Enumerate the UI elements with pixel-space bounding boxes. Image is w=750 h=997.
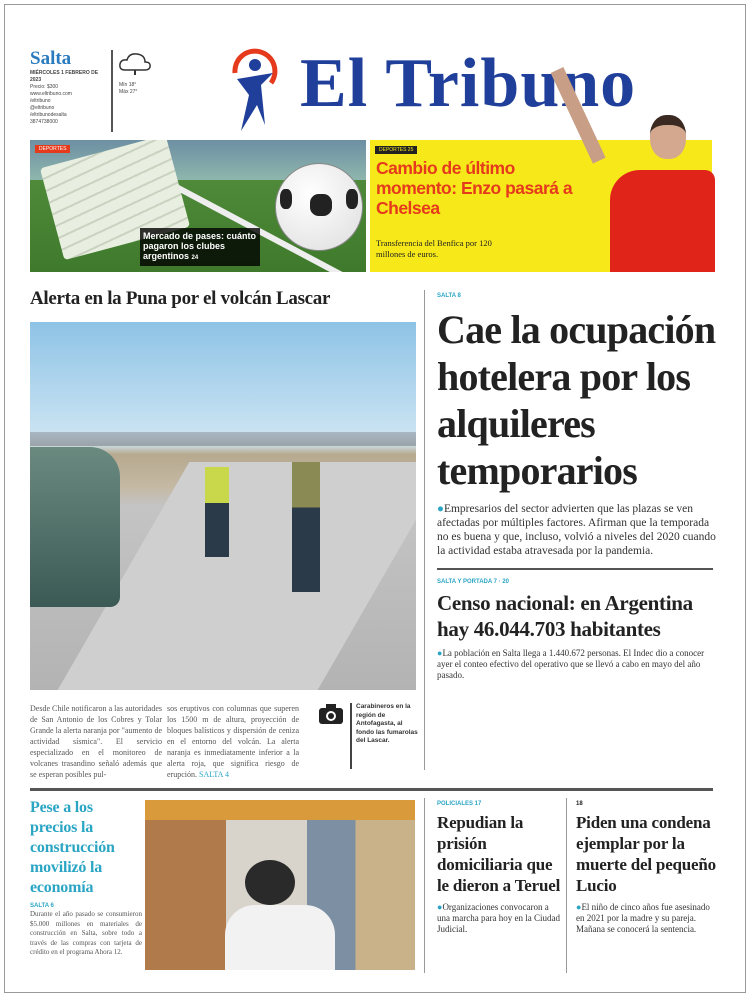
censo-lead: ●La población en Salta llega a 1.440.672 personas. El Indec dio a conocer ayer el conteo efectivo del operativo que se llevó a cabo en mayo del año pasado. xyxy=(437,648,705,680)
social-whatsapp[interactable]: 3874738000 xyxy=(30,119,58,125)
mountains xyxy=(30,432,416,446)
logo-text: El Tribuno xyxy=(300,45,637,122)
worker-head xyxy=(245,860,295,905)
construction-body: Durante el año pasado se consumieron $5.000 millones en materiales de construcción en Salta, sobre todo a través de las compras con tarjeta de crédito en el programa Ahora 12. xyxy=(30,910,142,956)
section-tag: DEPORTES xyxy=(35,145,70,153)
teruel-kicker: POLICIALES 17 xyxy=(437,801,482,807)
puna-body-col2 xyxy=(167,703,299,780)
teruel-column xyxy=(437,800,562,935)
lucio-column xyxy=(576,800,716,935)
worker-shirt xyxy=(225,905,335,970)
teruel-lead: ●Organizaciones convocaron a una marcha para hoy en la Ciudad Judicial. xyxy=(437,902,560,934)
lead-text: El niño de cinco años fue asesinado en 2021 por la madre y su pareja. Mañana se conocerá la sentencia. xyxy=(576,902,710,934)
checkpoint-photo xyxy=(30,322,416,690)
lead-text: La población en Salta llega a 1.440.672 personas. El Indec dio a conocer ayer el conteo efectivo del operativo que se llevó a cabo en mayo del año pasado. xyxy=(437,648,705,680)
player-photo xyxy=(600,70,715,272)
photo-caption: Carabineros en la región de Antofagasta, al fondo las fumarolas del Lascar. xyxy=(356,703,418,744)
body-text: sos eruptivos con columnas que superen los 1500 m de altura, proyección de bloques balísticos y dispersión de ceniza en el entorno del volcán. La alerta naranja es inmediatamente inferior a la alerta roja, que significa riesgo de erupción. xyxy=(167,704,299,779)
puna-headline[interactable]: Alerta en la Puna por el volcán Lascar xyxy=(30,288,331,309)
censo-headline[interactable]: Censo nacional: en Argentina hay 46.044.703 habitantes xyxy=(437,591,693,641)
social-twitter[interactable]: @eltribuno xyxy=(30,105,55,111)
city-name: Salta xyxy=(30,48,72,69)
lucio-kicker: 18 xyxy=(576,801,583,807)
soccer-ball-image xyxy=(275,163,363,251)
headline-text: Mercado de pases: cuánto pagaron los clubes argentinos xyxy=(143,231,257,261)
banner-transfers[interactable] xyxy=(30,140,366,272)
section-rule xyxy=(30,788,713,791)
social-facebook[interactable]: /eltribuno xyxy=(30,98,51,104)
officer-2 xyxy=(292,462,320,592)
divider xyxy=(111,50,113,132)
price: Precio: $300 xyxy=(30,84,59,90)
lead-text: Organizaciones convocaron a una marcha para hoy en la Ciudad Judicial. xyxy=(437,902,560,934)
logo-emblem xyxy=(225,45,285,133)
pickup-truck xyxy=(30,447,120,607)
player-head xyxy=(650,115,686,159)
banner-headline: Cambio de último momento: Enzo pasará a Chelsea xyxy=(376,158,573,218)
puna-body-col1: Desde Chile notificaron a las autoridades de San Antonio de los Cobres y Tolar Grande la alerta naranja por "aumento de actividad sísmica". El servicio especializado en el monitoreo de volcanes trasandino señaló además que se esperan posibles pul- xyxy=(30,704,162,779)
banner-subhead: Transferencia del Benfica por 120 millones de euros. xyxy=(376,238,492,259)
main-lead: ●Empresarios del sector advierten que las plazas se ven afectadas por múltiples factores. Afirman que la temporada no es buena y que, incluso, volvió a niveles del 2020 cuando la actividad estaba atravesada por la pandemia. xyxy=(437,503,716,557)
website[interactable]: www.eltribuno.com xyxy=(30,91,72,97)
ceiling xyxy=(145,800,415,820)
lucio-headline[interactable]: Piden una condena ejemplar por la muerte del pequeño Lucio xyxy=(576,813,716,895)
temp-max: Máx 27° xyxy=(119,89,138,95)
officer-1 xyxy=(205,467,229,557)
weather xyxy=(119,82,137,96)
camera-icon xyxy=(318,703,344,725)
column-divider xyxy=(424,290,425,770)
lead-text: Empresarios del sector advierten que las plazas se ven afectadas por múltiples factores. Afirman que la temporada no es buena y que, incluso, volvió a niveles del 2020 cuando la actividad estaba atravesada por la pandemia. xyxy=(437,503,716,557)
section-rule xyxy=(437,568,713,570)
temp-min: Mín 18° xyxy=(119,82,137,88)
construction-kicker: SALTA 6 xyxy=(30,903,54,909)
column-divider xyxy=(424,798,425,973)
right-column xyxy=(437,292,717,782)
main-kicker: SALTA 8 xyxy=(437,293,461,299)
censo-kicker: SALTA Y PORTADA 7 · 20 xyxy=(437,579,510,585)
cloud-rain-icon xyxy=(117,50,153,76)
lucio-lead: ●El niño de cinco años fue asesinado en 2021 por la madre y su pareja. Mañana se conocerá la sentencia. xyxy=(576,902,710,934)
column-divider xyxy=(566,798,567,973)
social-instagram[interactable]: /eltribunodesalta xyxy=(30,112,67,118)
teruel-headline[interactable]: Repudian la prisión domiciliaria que le dieron a Teruel xyxy=(437,813,561,895)
date: MIÉRCOLES 1 FEBRERO DE 2023 xyxy=(30,70,99,83)
caption-divider xyxy=(350,703,352,769)
banner-headline xyxy=(140,228,260,266)
page-ref: SALTA 4 xyxy=(199,770,229,779)
page-ref: 24 xyxy=(191,255,199,261)
hardware-store-photo xyxy=(145,800,415,970)
player-jersey xyxy=(610,170,715,272)
construction-column xyxy=(30,798,142,958)
masthead-info xyxy=(30,70,108,126)
construction-headline[interactable]: Pese a los precios la construcción movilizó la economía xyxy=(30,799,115,896)
main-headline[interactable]: Cae la ocupación hotelera por los alquileres temporarios xyxy=(437,307,716,493)
section-tag: DEPORTES 25 xyxy=(375,146,417,154)
